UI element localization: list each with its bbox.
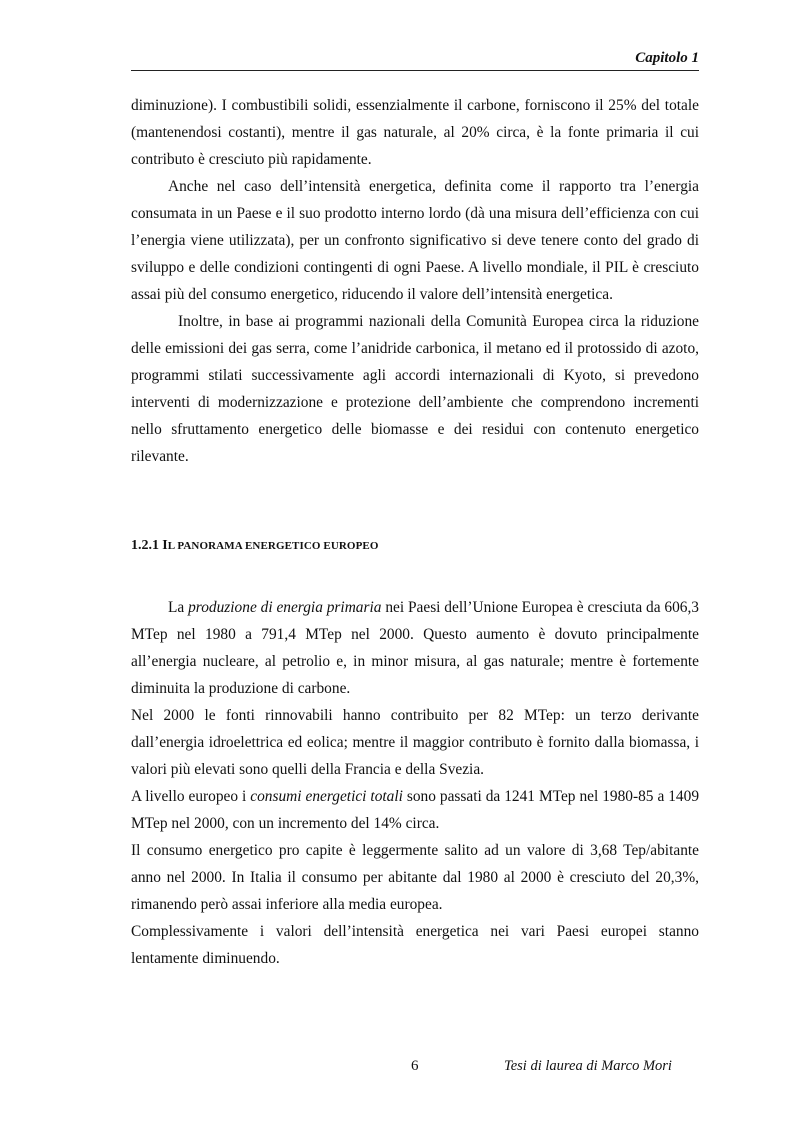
section-number: 1.2.1 [131,538,159,553]
paragraph-energy-intensity: Anche nel caso dell’intensità energetica, definita come il rapporto tra l’energia consumata in un Paese e il suo prodotto interno lordo (dà una misura dell’efficienza con cui l’energia viene utilizzata), per un confronto significativo si deve tenere conto del grado di sviluppo e delle condizioni contingenti di ogni Paese. A livello mondiale, il PIL è cresciuto assai più del consumo energetico, riducendo il valore dell’intensità energetica. [131,178,699,303]
page-body [131,92,699,972]
section-heading [131,535,699,556]
emphasis-primary-energy: produzione di energia primaria [188,599,382,616]
text-run: La [168,599,189,616]
page-header [131,46,699,71]
chapter-title: Capitolo 1 [635,50,699,66]
paragraph-intensity-trend: Complessivamente i valori dell’intensità energetica nei vari Paesi europei stanno lentamente diminuendo. [131,923,699,967]
paragraph-per-capita: Il consumo energetico pro capite è leggermente salito ad un valore di 3,68 Tep/abitante anno nel 2000. In Italia il consumo per abitante dal 1980 al 2000 è cresciuto del 20,3%, rimanendo però assai inferiore alla media europea. [131,842,699,913]
text-run: sono passati da 1241 MTep nel 1980-85 a 1409 MTep nel 2000, con un incremento del 14% circa. [131,788,700,832]
text-run: nei Paesi dell’Unione Europea è cresciuta da 606,3 MTep nel 1980 a 791,4 MTep nel 2000. Questo aumento è dovuto principalmente all’energia nucleare, al petrolio e, in minor misura, al gas naturale; mentre è fortemente diminuita la produzione di carbone. [131,599,699,697]
section-title-initial: I [162,538,168,553]
paragraph-renewables: Nel 2000 le fonti rinnovabili hanno contribuito per 82 MTep: un terzo derivante dall’energia idroelettrica ed eolica; mentre il maggior contributo è fornito dalla biomassa, i valori più elevati sono quelli della Francia e della Svezia. [131,707,699,778]
section-title-rest: L PANORAMA ENERGETICO EUROPEO [167,540,379,552]
paragraph-emissions: Inoltre, in base ai programmi nazionali della Comunità Europea circa la riduzione delle emissioni dei gas serra, come l’anidride carbonica, il metano ed il protossido di azoto, programmi stilati successivamente agli accordi internazionali di Kyoto, si prevedono interventi di modernizzazione e protezione dell’ambiente che comprendono incrementi nello sfruttamento energetico delle biomasse e dei residui con contenuto energetico rilevante. [131,313,699,465]
emphasis-total-consumption: consumi energetici totali [250,788,403,805]
page-number: 6 [411,1058,419,1074]
paragraph-total-consumption [131,783,699,837]
paragraph-continuation: diminuzione). I combustibili solidi, essenzialmente il carbone, forniscono il 25% del totale (mantenendosi costanti), mentre il gas naturale, al 20% circa, è la fonte primaria il cui contributo è cresciuto più rapidamente. [131,97,699,168]
footer-credit: Tesi di laurea di Marco Mori [504,1058,672,1074]
paragraph-primary-production [131,594,699,702]
text-run: A livello europeo i [131,788,251,805]
